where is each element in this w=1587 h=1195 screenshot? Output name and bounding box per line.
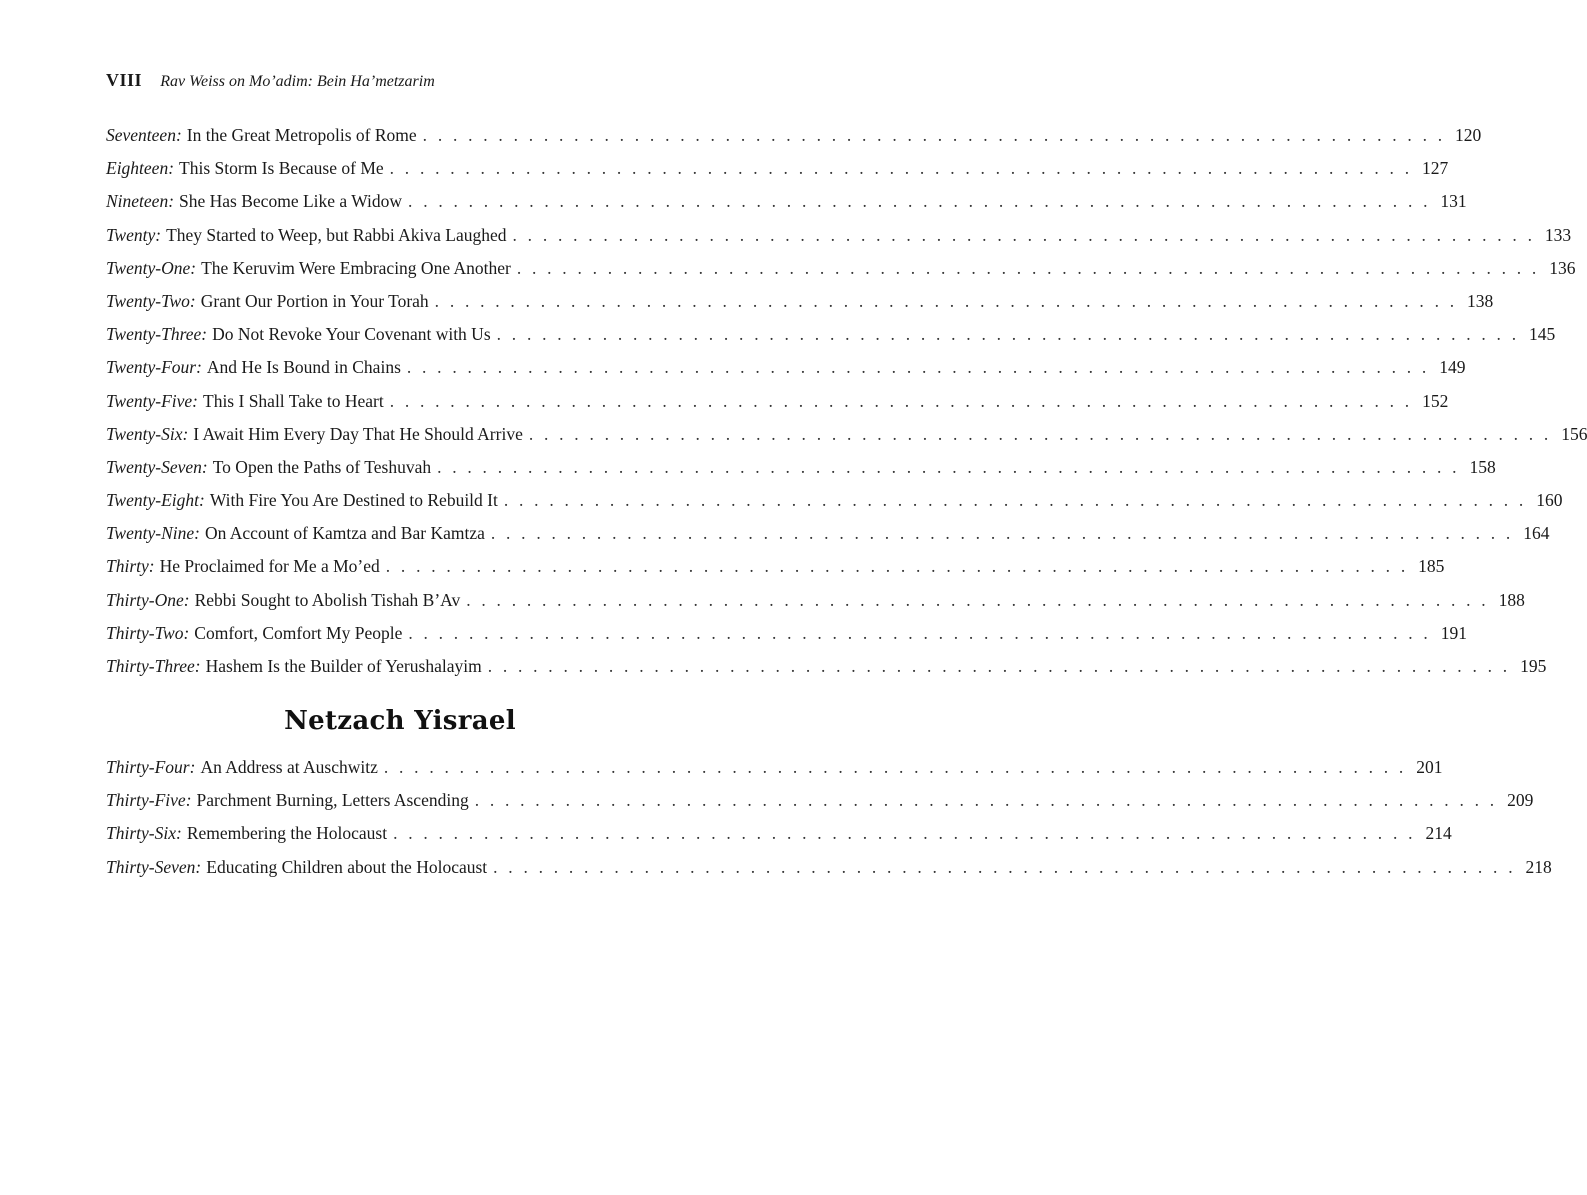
dot-leader: . . . . . . . . . . . . . . . . . . . . . . . . . . . . . . . . . . . . . . . . . . . . . . . . . . . . . . . . . . . . . . . . . . . . [406, 357, 1430, 378]
chapter-number: Thirty: [106, 556, 155, 577]
chapter-number: Thirty-Five: [106, 790, 192, 811]
page-number: 156 [1561, 423, 1587, 444]
toc-entry [106, 289, 1494, 322]
dot-leader: . . . . . . . . . . . . . . . . . . . . . . . . . . . . . . . . . . . . . . . . . . . . . . . . . . . . . . . . . . . . . . . . . . . . [490, 523, 1514, 544]
chapter-number: Thirty-One: [106, 589, 190, 610]
page-number: 158 [1469, 456, 1496, 477]
dot-leader: . . . . . . . . . . . . . . . . . . . . . . . . . . . . . . . . . . . . . . . . . . . . . . . . . . . . . . . . . . . . . . . . . . . . [474, 790, 1498, 811]
chapter-number: Eighteen: [106, 158, 175, 179]
toc-entry [106, 355, 1466, 388]
dot-leader: . . . . . . . . . . . . . . . . . . . . . . . . . . . . . . . . . . . . . . . . . . . . . . . . . . . . . . . . . . . . . . . . . . . . [516, 257, 1540, 278]
dot-leader: . . . . . . . . . . . . . . . . . . . . . . . . . . . . . . . . . . . . . . . . . . . . . . . . . . . . . . . . . . . . . . . . . . . . [393, 823, 1416, 844]
chapter-number: Twenty-Seven: [106, 456, 208, 477]
toc-entry [106, 455, 1496, 488]
chapter-title: An Address at Auschwitz [200, 757, 378, 777]
toc-entry [106, 621, 1467, 654]
chapter-number: Twenty-Six: [106, 423, 189, 444]
toc-entry [106, 256, 1576, 289]
toc-entry [106, 223, 1572, 256]
chapter-number: Thirty-Four: [106, 757, 196, 777]
toc-entry [106, 123, 1482, 156]
chapter-number: Thirty-Six: [106, 823, 182, 844]
dot-leader: . . . . . . . . . . . . . . . . . . . . . . . . . . . . . . . . . . . . . . . . . . . . . . . . . . . . . . . . . . . . . . . . . . . . [503, 490, 1527, 511]
page-folio: VIII [106, 70, 143, 90]
page-number: 152 [1422, 390, 1449, 411]
toc-entry [106, 855, 1552, 888]
chapter-title: He Proclaimed for Me a Mo’ed [159, 556, 380, 577]
chapter-number: Nineteen: [106, 191, 175, 212]
page-number: 160 [1536, 490, 1563, 511]
chapter-title: Hashem Is the Builder of Yerushalayim [205, 656, 482, 676]
chapter-title: She Has Become Like a Widow [179, 191, 403, 212]
page-number: 185 [1418, 556, 1445, 577]
toc-entry [106, 488, 1563, 521]
chapter-title: Parchment Burning, Letters Ascending [196, 790, 469, 811]
page-number: 127 [1422, 158, 1449, 179]
chapter-number: Thirty-Three: [106, 656, 201, 676]
dot-leader: . . . . . . . . . . . . . . . . . . . . . . . . . . . . . . . . . . . . . . . . . . . . . . . . . . . . . . . . . . . . . . . . . . . . [385, 556, 1409, 577]
chapter-title: Grant Our Portion in Your Torah [200, 290, 429, 311]
chapter-title: This I Shall Take to Heart [203, 390, 384, 411]
dot-leader: . . . . . . . . . . . . . . . . . . . . . . . . . . . . . . . . . . . . . . . . . . . . . . . . . . . . . . . . . . . . . . . . . . . . [389, 158, 1413, 179]
chapter-title: They Started to Weep, but Rabbi Akiva Laughed [166, 224, 507, 245]
dot-leader: . . . . . . . . . . . . . . . . . . . . . . . . . . . . . . . . . . . . . . . . . . . . . . . . . . . . . . . . . . . . . . . . . . . . [496, 324, 1520, 345]
dot-leader: . . . . . . . . . . . . . . . . . . . . . . . . . . . . . . . . . . . . . . . . . . . . . . . . . . . . . . . . . . . . . . . . . . . . [466, 589, 1489, 610]
toc-list [106, 123, 1587, 687]
chapter-title: To Open the Paths of Teshuvah [212, 456, 432, 477]
page-number: 188 [1498, 589, 1525, 610]
chapter-title: Educating Children about the Holocaust [206, 856, 488, 877]
page-number: 149 [1439, 357, 1466, 378]
chapter-number: Twenty-Five: [106, 390, 198, 411]
toc-section-list [106, 755, 1552, 888]
page-number: 131 [1440, 191, 1467, 212]
toc-entry [106, 588, 1525, 621]
toc-entry [106, 156, 1449, 189]
page-number: 209 [1507, 790, 1534, 811]
chapter-title: I Await Him Every Day That He Should Arrive [193, 423, 523, 444]
chapter-number: Twenty-Four: [106, 357, 202, 378]
page-number: 201 [1416, 757, 1443, 777]
page-number: 191 [1440, 622, 1467, 643]
toc-entry [106, 521, 1550, 554]
chapter-number: Twenty-Three: [106, 324, 208, 345]
page-number: 136 [1549, 257, 1576, 278]
chapter-number: Seventeen: [106, 125, 182, 145]
toc-entry [106, 554, 1445, 587]
dot-leader: . . . . . . . . . . . . . . . . . . . . . . . . . . . . . . . . . . . . . . . . . . . . . . . . . . . . . . . . . . . . . . . . . . . . [437, 456, 1460, 477]
dot-leader: . . . . . . . . . . . . . . . . . . . . . . . . . . . . . . . . . . . . . . . . . . . . . . . . . . . . . . . . . . . . . . . . . . . . [434, 290, 1458, 311]
chapter-title: On Account of Kamtza and Bar Kamtza [204, 523, 485, 544]
dot-leader: . . . . . . . . . . . . . . . . . . . . . . . . . . . . . . . . . . . . . . . . . . . . . . . . . . . . . . . . . . . . . . . . . . . . [422, 125, 1446, 145]
chapter-title: The Keruvim Were Embracing One Another [201, 257, 511, 278]
toc-entry [106, 389, 1449, 422]
chapter-number: Twenty-Eight: [106, 490, 205, 511]
chapter-number: Thirty-Seven: [106, 856, 202, 877]
dot-leader: . . . . . . . . . . . . . . . . . . . . . . . . . . . . . . . . . . . . . . . . . . . . . . . . . . . . . . . . . . . . . . . . . . . . [408, 191, 1431, 212]
toc-entry [106, 788, 1534, 821]
page-number: 145 [1529, 324, 1556, 345]
page-number: 195 [1520, 656, 1547, 676]
section-heading: Netzach Yisrael [284, 706, 516, 736]
chapter-number: Thirty-Two: [106, 622, 190, 643]
running-head [106, 68, 706, 94]
page-number: 164 [1523, 523, 1550, 544]
dot-leader: . . . . . . . . . . . . . . . . . . . . . . . . . . . . . . . . . . . . . . . . . . . . . . . . . . . . . . . . . . . . . . . . . . . . [383, 757, 1407, 777]
chapter-title: In the Great Metropolis of Rome [186, 125, 417, 145]
page-number: 133 [1544, 224, 1572, 245]
dot-leader: . . . . . . . . . . . . . . . . . . . . . . . . . . . . . . . . . . . . . . . . . . . . . . . . . . . . . . . . . . . . . . . . . . . . [487, 656, 1511, 676]
chapter-number: Twenty-Nine: [106, 523, 200, 544]
chapter-title: Rebbi Sought to Abolish Tishah B’Av [194, 589, 461, 610]
page-number: 120 [1455, 125, 1482, 145]
chapter-title: And He Is Bound in Chains [206, 357, 401, 378]
chapter-number: Twenty-Two: [106, 290, 196, 311]
chapter-title: Comfort, Comfort My People [194, 622, 403, 643]
page-number: 214 [1425, 823, 1452, 844]
book-title: Rav Weiss on Mo’adim: Bein Ha’metzarim [160, 73, 435, 90]
chapter-number: Twenty: [106, 224, 162, 245]
dot-leader: . . . . . . . . . . . . . . . . . . . . . . . . . . . . . . . . . . . . . . . . . . . . . . . . . . . . . . . . . . . . . . . . . . . . [408, 622, 1431, 643]
dot-leader: . . . . . . . . . . . . . . . . . . . . . . . . . . . . . . . . . . . . . . . . . . . . . . . . . . . . . . . . . . . . . . . . . . . . [389, 390, 1413, 411]
dot-leader: . . . . . . . . . . . . . . . . . . . . . . . . . . . . . . . . . . . . . . . . . . . . . . . . . . . . . . . . . . . . . . . . . . . . [528, 423, 1552, 444]
page-number: 218 [1525, 856, 1552, 877]
toc-entry [106, 189, 1467, 222]
toc-entry [106, 422, 1587, 455]
toc-entry [106, 755, 1443, 788]
toc-entry [106, 322, 1556, 355]
toc-entry [106, 821, 1452, 854]
chapter-title: Remembering the Holocaust [186, 823, 388, 844]
chapter-number: Twenty-One: [106, 257, 197, 278]
chapter-title: With Fire You Are Destined to Rebuild It [209, 490, 498, 511]
chapter-title: Do Not Revoke Your Covenant with Us [212, 324, 491, 345]
chapter-title: This Storm Is Because of Me [179, 158, 384, 179]
toc-entry [106, 654, 1547, 687]
dot-leader: . . . . . . . . . . . . . . . . . . . . . . . . . . . . . . . . . . . . . . . . . . . . . . . . . . . . . . . . . . . . . . . . . . . . [493, 856, 1516, 877]
dot-leader: . . . . . . . . . . . . . . . . . . . . . . . . . . . . . . . . . . . . . . . . . . . . . . . . . . . . . . . . . . . . . . . . . . . . [512, 224, 1536, 245]
page-number: 138 [1467, 290, 1494, 311]
